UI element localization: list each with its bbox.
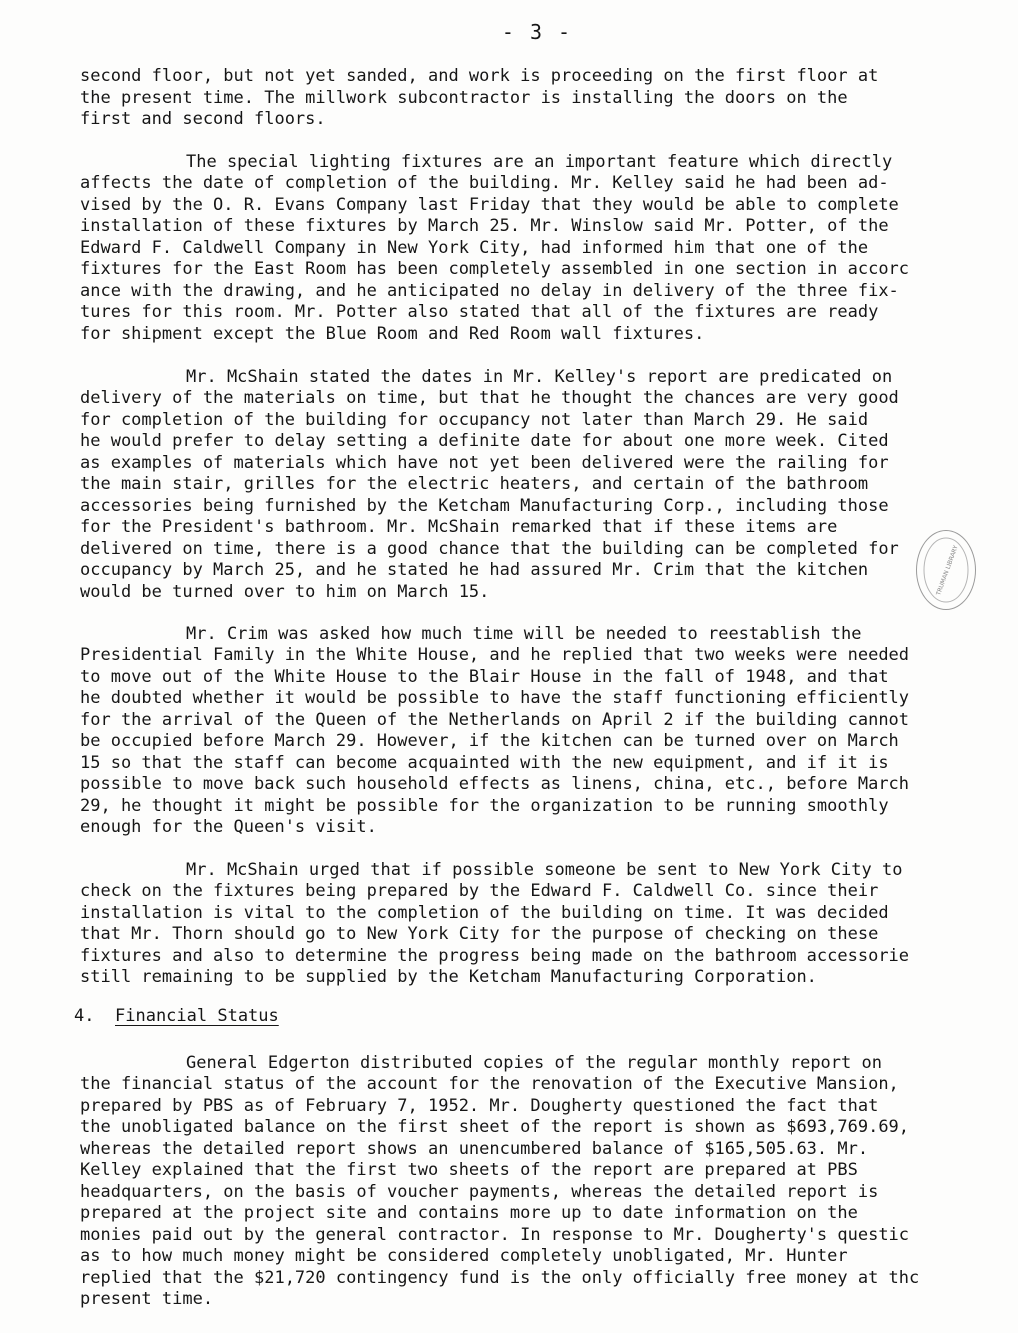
text-line: delivery of the materials on time, but that he thought the chances are very good <box>80 388 899 408</box>
text-line: for shipment except the Blue Room and Red Room wall fixtures. <box>80 324 705 344</box>
text-line: fixtures and also to determine the progress being made on the bathroom accessorie <box>80 946 910 966</box>
section-number: 4. <box>74 1006 95 1026</box>
text-line: for the arrival of the Queen of the Netherlands on April 2 if the building cannot <box>80 710 910 730</box>
text-line: for the President's bathroom. Mr. McShain remarked that if these items are <box>80 517 838 537</box>
text-line: as examples of materials which have not yet been delivered were the railing for <box>80 453 889 473</box>
text-line: still remaining to be supplied by the Ketcham Manufacturing Corporation. <box>80 967 817 987</box>
text-line: present time. <box>80 1289 214 1309</box>
text-line: the financial status of the account for the renovation of the Executive Mansion, <box>80 1074 899 1094</box>
page-number: - 3 - <box>501 20 573 44</box>
text-line: headquarters, on the basis of voucher payments, whereas the detailed report is <box>80 1182 879 1202</box>
text-line: Presidential Family in the White House, and he replied that two weeks were needed <box>80 645 910 665</box>
library-stamp <box>916 530 976 610</box>
text-line: the present time. The millwork subcontractor is installing the doors on the <box>80 88 848 108</box>
library-stamp-graphic <box>917 531 975 609</box>
text-line: 29, he thought it might be possible for the organization to be running smoothly <box>80 796 889 816</box>
text-line: tures for this room. Mr. Potter also stated that all of the fixtures are ready <box>80 302 879 322</box>
text-line: second floor, but not yet sanded, and work is proceeding on the first floor at <box>80 66 879 86</box>
text-line: Mr. McShain stated the dates in Mr. Kelley's report are predicated on <box>186 367 893 387</box>
text-line: General Edgerton distributed copies of the regular monthly report on <box>186 1053 882 1073</box>
text-line: Mr. McShain urged that if possible someone be sent to New York City to <box>186 860 903 880</box>
text-line: installation is vital to the completion of the building on time. It was decided <box>80 903 889 923</box>
text-line: he doubted whether it would be possible to have the staff functioning efficiently <box>80 688 910 708</box>
text-line: be occupied before March 29. However, if the kitchen can be turned over on March <box>80 731 899 751</box>
text-line: as to how much money might be considered completely unobligated, Mr. Hunter <box>80 1246 848 1266</box>
text-line: would be turned over to him on March 15. <box>80 582 490 602</box>
text-line: Edward F. Caldwell Company in New York City, had informed him that one of the <box>80 238 869 258</box>
text-line: that Mr. Thorn should go to New York City for the purpose of checking on these <box>80 924 879 944</box>
text-line: whereas the detailed report shows an unencumbered balance of $165,505.63. Mr. <box>80 1139 869 1159</box>
text-line: delivered on time, there is a good chance that the building can be completed for <box>80 539 899 559</box>
text-line: installation of these fixtures by March 25. Mr. Winslow said Mr. Potter, of the <box>80 216 889 236</box>
text-line: fixtures for the East Room has been completely assembled in one section in accorc <box>80 259 910 279</box>
section-title: Financial Status <box>115 1006 279 1026</box>
text-line: Kelley explained that the first two sheets of the report are prepared at PBS <box>80 1160 858 1180</box>
text-line: he would prefer to delay setting a definite date for about one more week. Cited <box>80 431 889 451</box>
text-line: for completion of the building for occupancy not later than March 29. He said <box>80 410 869 430</box>
svg-text:TRUMAN LIBRARY: TRUMAN LIBRARY <box>935 544 960 597</box>
text-line: vised by the O. R. Evans Company last Friday that they would be able to complete <box>80 195 899 215</box>
text-line: Mr. Crim was asked how much time will be needed to reestablish the <box>186 624 862 644</box>
text-line: monies paid out by the general contractor. In response to Mr. Dougherty's questic <box>80 1225 910 1245</box>
text-line: enough for the Queen's visit. <box>80 817 377 837</box>
text-line: The special lighting fixtures are an important feature which directly <box>186 152 893 172</box>
text-line: affects the date of completion of the building. Mr. Kelley said he had been ad- <box>80 173 889 193</box>
text-line: the unobligated balance on the first sheet of the report is shown as $693,769.69, <box>80 1117 910 1137</box>
text-line: 15 so that the staff can become acquainted with the new equipment, and if it is <box>80 753 889 773</box>
text-line: ance with the drawing, and he anticipated no delay in delivery of the three fix- <box>80 281 899 301</box>
text-line: to move out of the White House to the Blair House in the fall of 1948, and that <box>80 667 889 687</box>
text-line: first and second floors. <box>80 109 326 129</box>
text-line: accessories being furnished by the Ketcham Manufacturing Corp., including those <box>80 496 889 516</box>
text-line: possible to move back such household effects as linens, china, etc., before March <box>80 774 910 794</box>
text-line: check on the fixtures being prepared by the Edward F. Caldwell Co. since their <box>80 881 879 901</box>
text-line: replied that the $21,720 contingency fund is the only officially free money at thc <box>80 1268 920 1288</box>
text-line: occupancy by March 25, and he stated he had assured Mr. Crim that the kitchen <box>80 560 869 580</box>
text-line: the main stair, grilles for the electric heaters, and certain of the bathroom <box>80 474 869 494</box>
text-line: prepared by PBS as of February 7, 1952. Mr. Dougherty questioned the fact that <box>80 1096 879 1116</box>
text-line: prepared at the project site and contains more up to date information on the <box>80 1203 858 1223</box>
